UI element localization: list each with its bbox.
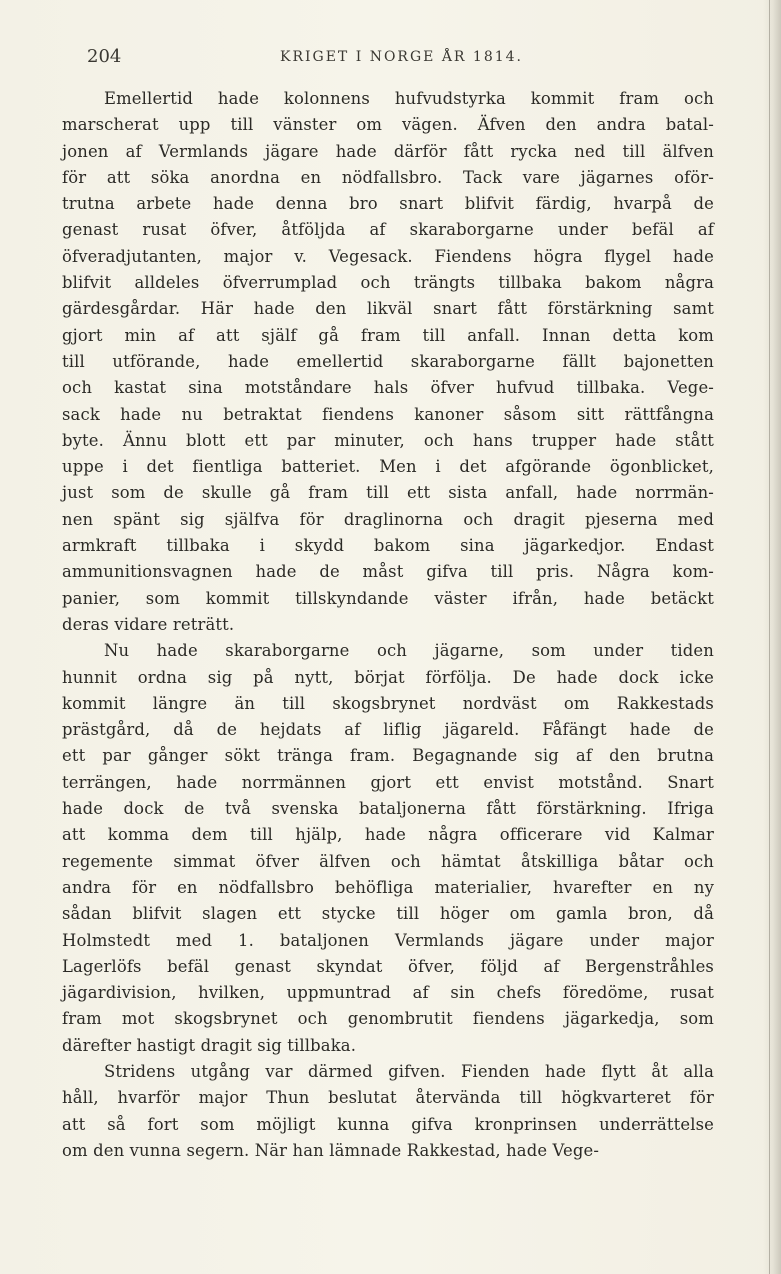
text-line: Nu hade skaraborgarne och jägarne, som under tiden xyxy=(104,641,714,661)
text-line: regemente simmat öfver älfven och hämtat åtskilliga båtar och xyxy=(62,851,714,871)
text-line: trutna arbete hade denna bro snart blifvit färdig, hvarpå de xyxy=(62,194,714,214)
text-line: sack hade nu betraktat fiendens kanoner såsom sitt rättfångna xyxy=(62,404,714,424)
page-edge-shadow xyxy=(763,0,781,1274)
text-line: genast rusat öfver, åtföljda af skaraborgarne under befäl af xyxy=(62,220,714,240)
text-line: för att söka anordna en nödfallsbro. Tack vare jägarnes oför- xyxy=(62,167,714,187)
text-line: ammunitionsvagnen hade de måst gifva till pris. Några kom- xyxy=(62,562,714,582)
page-number: 204 xyxy=(87,46,122,67)
text-line: att komma dem till hjälp, hade några officerare vid Kalmar xyxy=(62,825,714,845)
text-line: sådan blifvit slagen ett stycke till höger om gamla bron, då xyxy=(62,904,714,924)
text-line: Lagerlöfs befäl genast skyndat öfver, följd af Bergenstråhles xyxy=(62,956,714,976)
text-line: hade dock de två svenska bataljonerna fått förstärkning. Ifriga xyxy=(62,799,714,819)
text-line: marscherat upp till vänster om vägen. Äfven den andra batal- xyxy=(62,115,714,135)
text-line: om den vunna segern. När han lämnade Rakkestad, hade Vege- xyxy=(62,1140,600,1160)
text-line: prästgård, då de hejdats af liflig jägareld. Fåfängt hade de xyxy=(62,720,714,740)
text-line: fram mot skogsbrynet och genombrutit fiendens jägarkedja, som xyxy=(62,1009,714,1029)
text-line: jonen af Vermlands jägare hade därför fått rycka ned till älfven xyxy=(62,141,714,161)
paragraph xyxy=(62,86,714,638)
text-line: hunnit ordna sig på nytt, börjat förfölja. De hade dock icke xyxy=(62,667,714,687)
running-head xyxy=(60,46,720,70)
text-line: och kastat sina motståndare hals öfver hufvud tillbaka. Vege- xyxy=(62,378,714,398)
text-line: jägardivision, hvilken, uppmuntrad af sin chefs föredöme, rusat xyxy=(62,983,714,1003)
text-line: att så fort som möjligt kunna gifva kronprinsen underrättelse xyxy=(62,1114,714,1134)
text-line: byte. Ännu blott ett par minuter, och hans trupper hade stått xyxy=(62,430,714,450)
paragraph xyxy=(62,638,714,1059)
text-line: armkraft tillbaka i skydd bakom sina jägarkedjor. Endast xyxy=(62,536,714,556)
text-line: håll, hvarför major Thun beslutat återvända till högkvarteret för xyxy=(62,1088,714,1108)
page-edge-line xyxy=(769,0,770,1274)
text-line: Holmstedt med 1. bataljonen Vermlands jägare under major xyxy=(62,930,714,950)
text-line: till utförande, hade emellertid skaraborgarne fällt bajonetten xyxy=(62,351,714,371)
text-line: andra för en nödfallsbro behöfliga materialier, hvarefter en ny xyxy=(62,877,714,897)
paragraphs xyxy=(62,86,714,1164)
running-title: KRIGET I NORGE ÅR 1814. xyxy=(280,49,524,65)
text-line: panier, som kommit tillskyndande väster ifrån, hade betäckt xyxy=(62,588,714,608)
text-line: kommit längre än till skogsbrynet nordväst om Rakkestads xyxy=(62,693,714,713)
text-line: Emellertid hade kolonnens hufvudstyrka kommit fram och xyxy=(104,89,714,108)
text-line: gärdesgårdar. Här hade den likväl snart fått förstärkning samt xyxy=(62,299,714,319)
text-line: blifvit alldeles öfverrumplad och trängts tillbaka bakom några xyxy=(62,273,714,293)
text-line: nen spänt sig själfva för draglinorna och dragit pjeserna med xyxy=(62,509,714,529)
text-line: terrängen, hade norrmännen gjort ett envist motstånd. Snart xyxy=(62,772,714,792)
text-line: därefter hastigt dragit sig tillbaka. xyxy=(62,1035,357,1055)
text-line: gjort min af att själf gå fram till anfall. Innan detta kom xyxy=(62,325,714,345)
text-line: Stridens utgång var därmed gifven. Fienden hade flytt åt alla xyxy=(104,1061,714,1081)
paragraph xyxy=(62,1059,714,1164)
text-line: ett par gånger sökt tränga fram. Begagnande sig af den brutna xyxy=(62,746,714,766)
text-line: deras vidare reträtt. xyxy=(62,614,235,634)
text-line: uppe i det fientliga batteriet. Men i det afgörande ögonblicket, xyxy=(62,457,714,477)
text-body xyxy=(62,86,714,1164)
text-line: just som de skulle gå fram till ett sista anfall, hade norrmän- xyxy=(62,483,714,503)
text-line: öfveradjutanten, major v. Vegesack. Fiendens högra flygel hade xyxy=(62,246,714,266)
